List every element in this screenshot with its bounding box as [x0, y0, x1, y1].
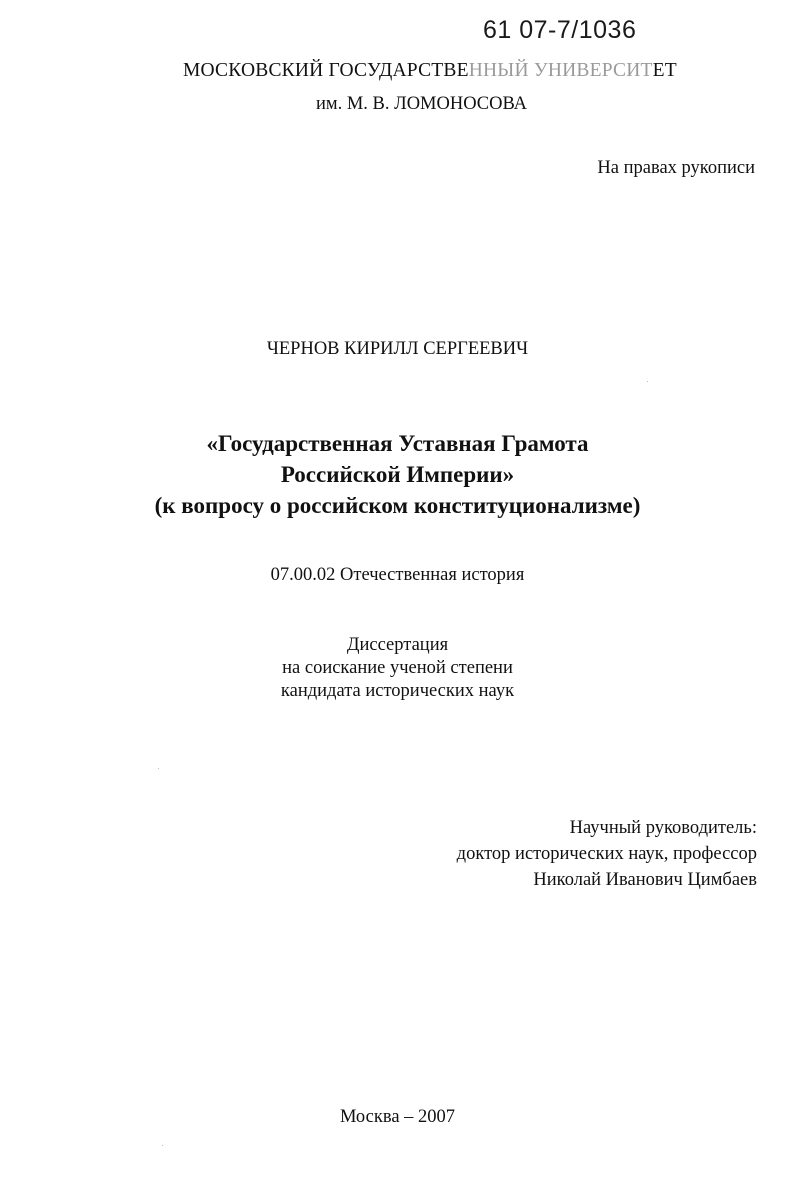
scan-speck — [162, 1145, 163, 1146]
specialty-code: 07.00.02 Отечественная история — [270, 565, 525, 585]
supervisor-rank: доктор исторических наук, профессор — [456, 844, 757, 864]
author-name: ЧЕРНОВ КИРИЛЛ СЕРГЕЕВИЧ — [266, 339, 529, 359]
degree-line-1: Диссертация — [346, 635, 449, 655]
scan-speck — [158, 768, 159, 769]
stamp-number: 61 07-7/1036 — [483, 16, 637, 44]
university-named-after: им. М. В. ЛОМОНОСОВА — [316, 94, 528, 114]
supervisor-label: Научный руководитель: — [569, 818, 757, 838]
degree-line-2: на соискание ученой степени — [282, 658, 513, 678]
university-name — [183, 60, 677, 82]
title-line-3: (к вопросу о российском конституционализме) — [154, 493, 641, 518]
degree-statement — [0, 634, 795, 703]
manuscript-note: На правах рукописи — [597, 158, 755, 178]
title-line-2: Российской Империи» — [280, 462, 515, 487]
dissertation-title — [0, 428, 795, 521]
supervisor-block — [457, 815, 757, 893]
city-year: Москва – 2007 — [339, 1107, 456, 1127]
scan-speck — [647, 381, 648, 382]
university-name-faded: ННЫЙ УНИВЕРСИТ — [468, 60, 653, 81]
supervisor-name: Николай Иванович Цимбаев — [533, 870, 757, 890]
university-name-clear: МОСКОВСКИЙ ГОСУДАРСТВЕ — [183, 60, 469, 81]
university-name-end: ЕТ — [652, 60, 677, 81]
degree-line-3: кандидата исторических наук — [280, 681, 515, 701]
title-line-1: «Государственная Уставная Грамота — [206, 431, 589, 456]
